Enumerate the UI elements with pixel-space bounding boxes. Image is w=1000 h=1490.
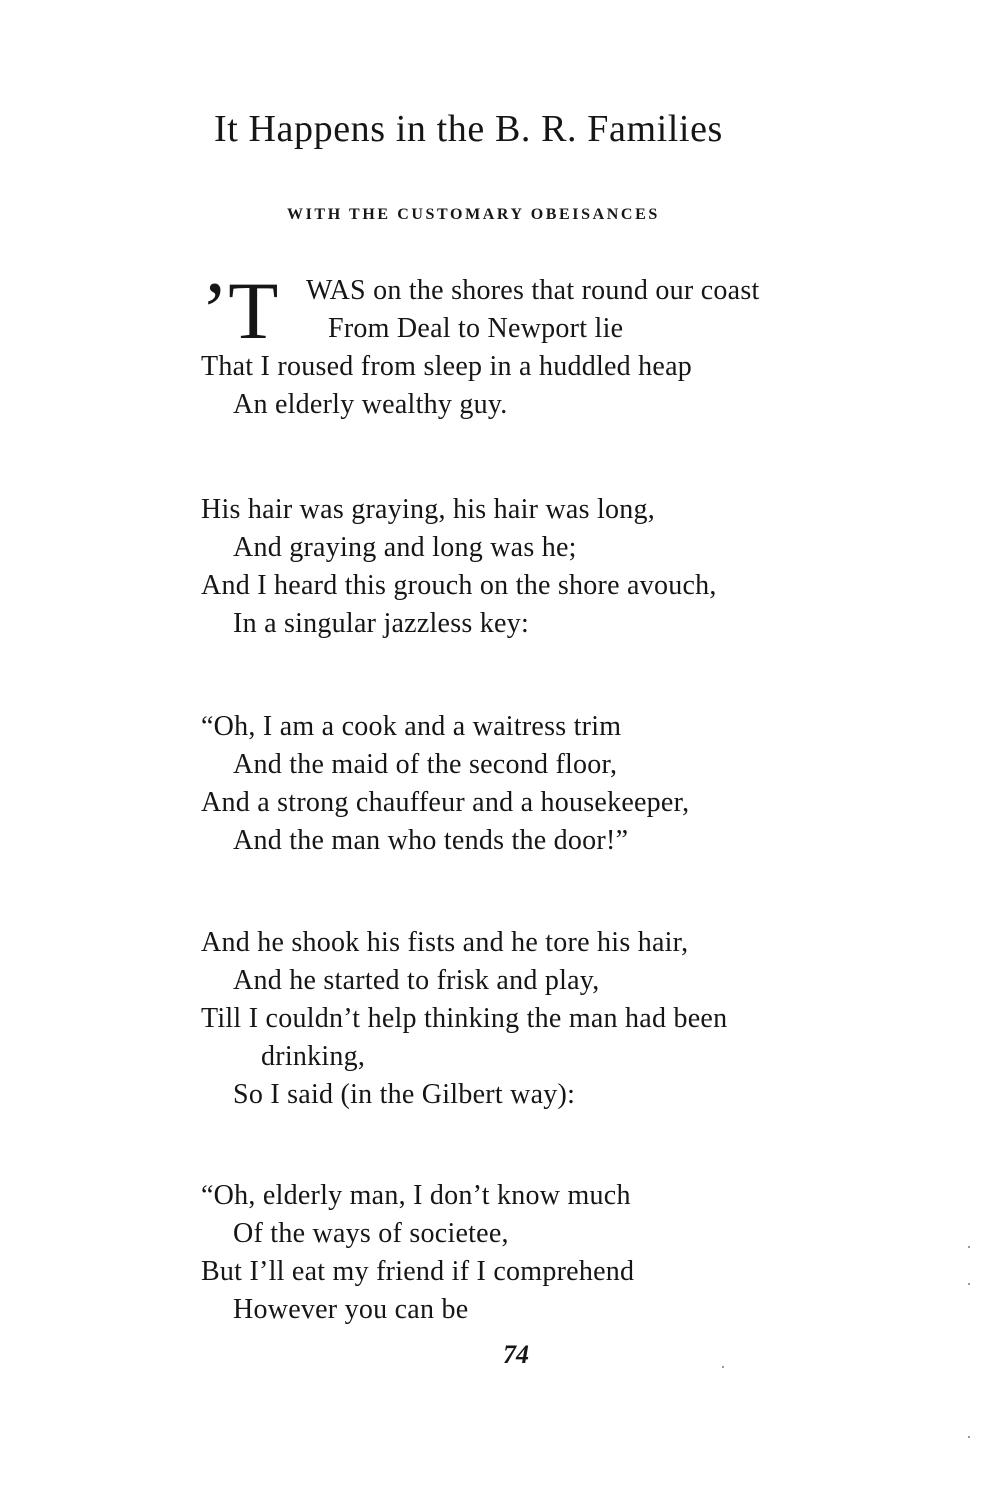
- verse-line: Of the ways of societee,: [233, 1218, 509, 1249]
- verse-line: However you can be: [233, 1294, 469, 1325]
- verse-line: And the maid of the second floor,: [233, 749, 618, 780]
- verse-line: And he started to frisk and play,: [233, 965, 600, 996]
- verse-line: His hair was graying, his hair was long,: [201, 494, 656, 525]
- verse-line: “Oh, I am a cook and a waitress trim: [201, 711, 622, 742]
- stanza-1: [201, 265, 881, 424]
- stanza-2: [201, 491, 881, 643]
- verse-line: So I said (in the Gilbert way):: [233, 1079, 576, 1110]
- verse-line: In a singular jazzless key:: [233, 608, 529, 639]
- scan-speck: [968, 1246, 970, 1248]
- verse-line: An elderly wealthy guy.: [233, 389, 508, 420]
- verse-line: WAS on the shores that round our coast: [306, 275, 760, 306]
- verse-line: From Deal to Newport lie: [328, 313, 624, 344]
- verse-line: And graying and long was he;: [233, 532, 577, 563]
- stanza-4: [201, 924, 881, 1114]
- page-number: 74: [503, 1340, 529, 1369]
- scan-speck: [722, 1366, 724, 1368]
- verse-line: “Oh, elderly man, I don’t know much: [201, 1180, 631, 1211]
- stanza-5: [201, 1177, 881, 1329]
- verse-line: And the man who tends the door!”: [233, 825, 629, 856]
- stanza-3: [201, 708, 881, 860]
- verse-line-continuation: drinking,: [261, 1041, 366, 1072]
- verse-line: And he shook his fists and he tore his hair,: [201, 927, 689, 958]
- verse-line: Till I couldn’t help thinking the man had been: [201, 1003, 728, 1034]
- verse-line: And a strong chauffeur and a housekeeper,: [201, 787, 690, 818]
- verse-line: And I heard this grouch on the shore avouch,: [201, 570, 717, 601]
- verse-line: That I roused from sleep in a huddled heap: [201, 351, 693, 382]
- drop-cap: ’T: [201, 265, 279, 356]
- poem-subtitle: WITH THE CUSTOMARY OBEISANCES: [287, 206, 660, 223]
- poem-title: It Happens in the B. R. Families: [214, 108, 723, 150]
- verse-line: But I’ll eat my friend if I comprehend: [201, 1256, 635, 1287]
- scan-speck: [968, 1283, 970, 1285]
- scan-speck: [968, 1436, 970, 1438]
